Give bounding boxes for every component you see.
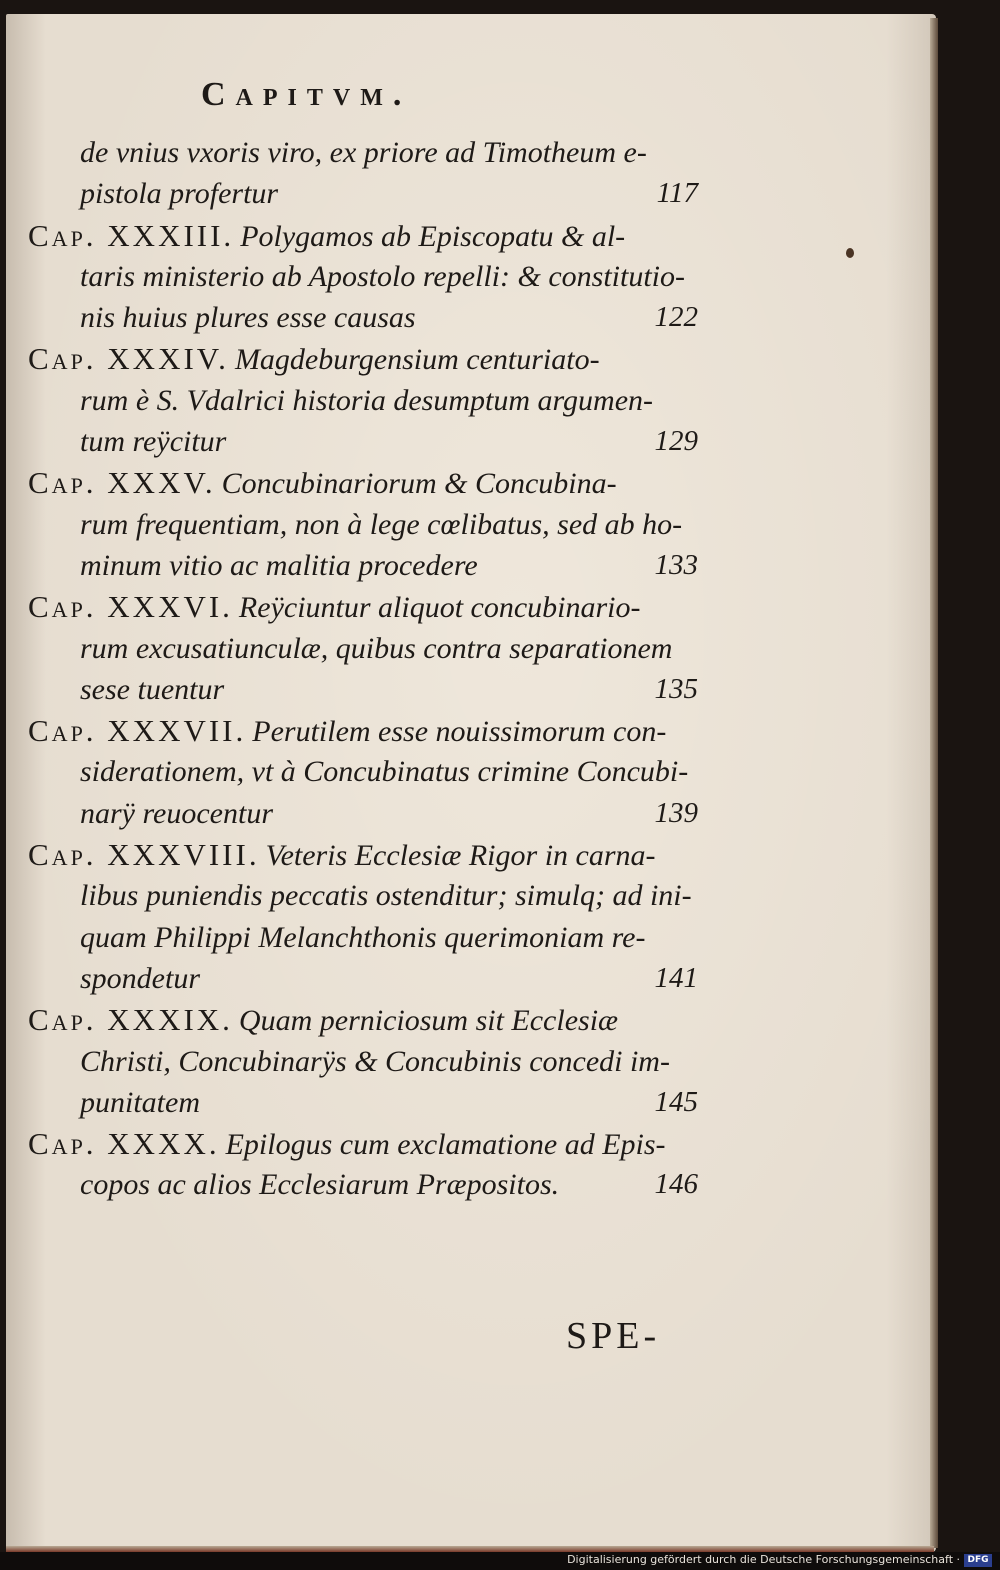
entry-text: siderationem, vt à Concubinatus crimine Concubi- bbox=[80, 755, 689, 789]
page-number: 135 bbox=[654, 672, 698, 705]
entry-text: narÿ reuocentur bbox=[80, 796, 274, 830]
entry-text: quam Philippi Melanchthonis querimoniam re- bbox=[80, 920, 646, 954]
catchword: SPE- bbox=[566, 1315, 661, 1357]
entry-text: Polygamos ab Episcopatu & al- bbox=[240, 219, 626, 253]
entry-text: Reÿciuntur aliquot concubinario- bbox=[238, 591, 641, 625]
toc-line bbox=[28, 1164, 698, 1205]
toc-line bbox=[28, 338, 698, 379]
chapter-label: Cap. XXXIII. bbox=[28, 217, 235, 253]
toc-line bbox=[28, 1123, 698, 1164]
toc-line bbox=[28, 462, 698, 503]
entry-text: sese tuentur bbox=[80, 672, 225, 706]
toc-line bbox=[28, 628, 698, 669]
page-number: 146 bbox=[654, 1168, 698, 1201]
chapter-label: Cap. XXXV. bbox=[28, 465, 216, 501]
chapter-label: Cap. XXXVII. bbox=[28, 713, 247, 749]
toc-line bbox=[28, 917, 698, 958]
toc-line bbox=[28, 545, 698, 586]
entry-text: tum reÿcitur bbox=[80, 425, 227, 459]
toc-line bbox=[28, 1082, 698, 1123]
toc-line bbox=[28, 504, 698, 545]
toc-line bbox=[28, 710, 698, 751]
chapter-label: Cap. XXXVIII. bbox=[28, 837, 260, 873]
entry-text: copos ac alios Ecclesiarum Præpositos. bbox=[80, 1168, 560, 1202]
entry-text: Perutilem esse nouissimorum con- bbox=[252, 715, 667, 749]
toc-line bbox=[28, 999, 698, 1040]
entry-text: minum vitio ac malitia procedere bbox=[80, 548, 478, 582]
entry-text: de vnius vxoris viro, ex priore ad Timotheum e- bbox=[80, 136, 647, 169]
running-head: Capitvm. bbox=[201, 76, 412, 113]
page-number: 139 bbox=[654, 796, 698, 829]
toc-line bbox=[28, 669, 698, 710]
chapter-label: Cap. XXXX. bbox=[28, 1126, 220, 1162]
entry-text: rum excusatiunculæ, quibus contra separationem bbox=[80, 631, 673, 665]
entry-text: punitatem bbox=[80, 1085, 200, 1119]
entry-text: Concubinariorum & Concubina- bbox=[221, 467, 617, 501]
toc-line bbox=[28, 751, 698, 792]
toc-line bbox=[28, 958, 698, 999]
page-number: 122 bbox=[654, 301, 698, 334]
toc-line bbox=[28, 297, 698, 338]
toc-line bbox=[28, 256, 698, 297]
chapter-label: Cap. XXXVI. bbox=[28, 589, 233, 625]
toc-line bbox=[28, 380, 698, 421]
chapter-label: Cap. XXXIV. bbox=[28, 341, 229, 377]
toc-line bbox=[28, 1041, 698, 1082]
entry-text: Magdeburgensium centuriato- bbox=[234, 343, 600, 377]
toc-line bbox=[28, 215, 698, 256]
entry-text: rum frequentiam, non à lege cœlibatus, sed ab ho- bbox=[80, 507, 683, 541]
toc-line bbox=[28, 586, 698, 627]
ink-spot bbox=[846, 248, 854, 258]
page-number: 145 bbox=[654, 1085, 698, 1118]
entry-text: pistola profertur bbox=[80, 177, 279, 211]
entry-text: Veteris Ecclesiæ Rigor in carna- bbox=[265, 839, 656, 873]
entry-text: Quam perniciosum sit Ecclesiæ bbox=[238, 1004, 619, 1038]
entry-text: Christi, Concubinarÿs & Concubinis concedi im- bbox=[80, 1044, 670, 1078]
toc-line bbox=[28, 421, 698, 462]
footer-credit: Digitalisierung gefördert durch die Deutsche Forschungsgemeinschaft · bbox=[567, 1553, 960, 1566]
page-number: 133 bbox=[654, 548, 698, 581]
toc-line bbox=[28, 875, 698, 916]
entry-text: nis huius plures esse causas bbox=[80, 301, 416, 335]
entry-text: rum è S. Vdalrici historia desumptum argumen- bbox=[80, 383, 654, 417]
entry-text: spondetur bbox=[80, 961, 200, 995]
entry-text: Epilogus cum exclamatione ad Epis- bbox=[225, 1128, 666, 1162]
dfg-logo: DFG bbox=[964, 1554, 992, 1567]
chapter-label: Cap. XXXIX. bbox=[28, 1002, 233, 1038]
entry-text: libus puniendis peccatis ostenditur; simulq; ad ini- bbox=[80, 879, 692, 913]
page-number: 141 bbox=[654, 961, 698, 994]
page-number: 117 bbox=[656, 177, 698, 210]
toc-line bbox=[28, 793, 698, 834]
table-of-contents bbox=[28, 132, 698, 1206]
page-edge bbox=[930, 18, 938, 1548]
book-page bbox=[6, 14, 936, 1552]
toc-line bbox=[28, 132, 698, 173]
entry-text: taris ministerio ab Apostolo repelli: & constitutio- bbox=[80, 259, 685, 293]
toc-line bbox=[28, 834, 698, 875]
page-number: 129 bbox=[654, 425, 698, 458]
toc-line bbox=[28, 173, 698, 214]
